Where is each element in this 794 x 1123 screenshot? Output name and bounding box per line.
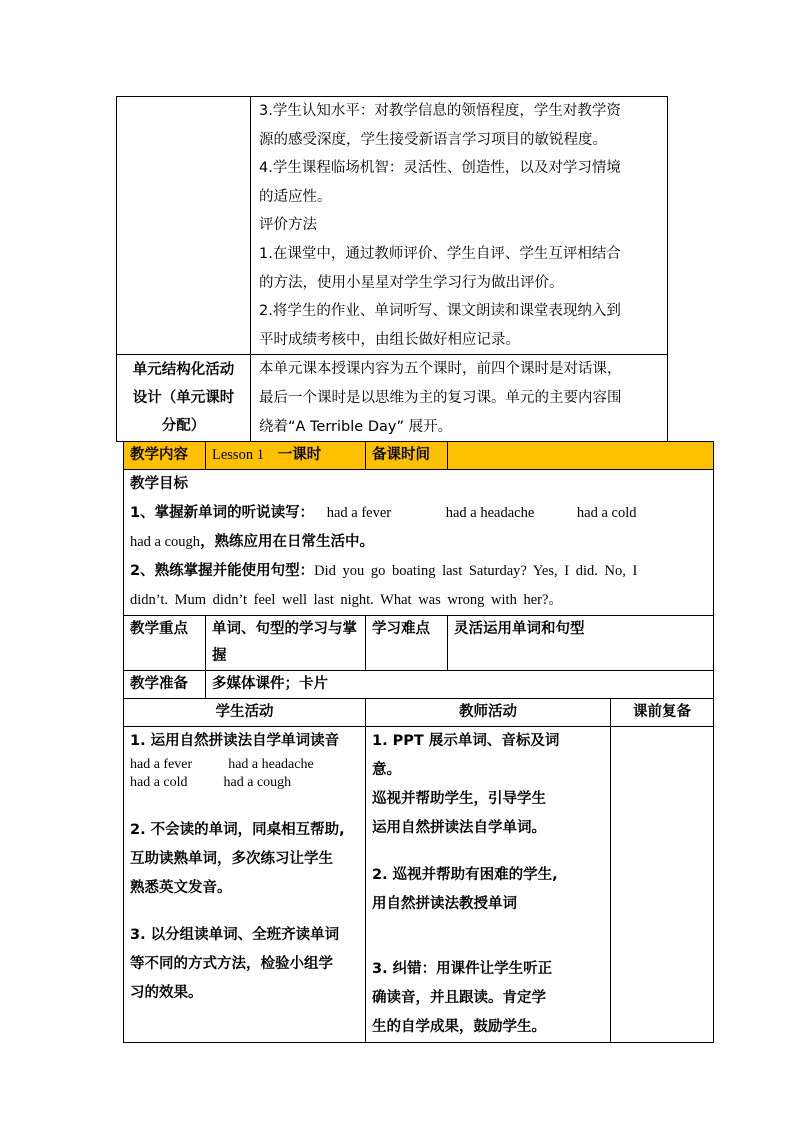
goal-2 [130, 557, 707, 586]
evaluation-line: 源的感受深度，学生接受新语言学习项目的敏锐程度。 [259, 131, 607, 148]
teacher-step-2-line: 用自然拼读法教授单词 [372, 896, 518, 912]
student-step-3-line: 习的效果。 [130, 985, 203, 1001]
difficulty-label: 学习难点 [366, 616, 448, 671]
teacher-step-1-line: 意。 [372, 762, 402, 778]
teacher-step-3-line: 确读音，并且跟读。肯定学 [372, 990, 547, 1006]
col-teacher-header: 教师活动 [366, 699, 611, 727]
unit-design-label [117, 355, 251, 442]
key-value: 单词、句型的学习与掌握 [206, 616, 366, 671]
key-label: 教学重点 [124, 616, 206, 671]
col-student-header: 学生活动 [124, 699, 366, 727]
student-step-1: 1. 运用自然拼读法自学单词读音 [130, 733, 340, 749]
teacher-step-3: 3. 纠错：用课件让学生听正 [372, 961, 553, 977]
unit-design-line: 本单元课本授课内容为五个课时，前四个课时是对话课， [259, 361, 622, 378]
evaluation-line: 2.将学生的作业、单词听写、课文朗读和课堂表现纳入到 [259, 303, 621, 320]
lesson-name-cell [206, 442, 366, 470]
unit-design-label-line: 单元结构化活动 [132, 362, 235, 379]
evaluation-cell [251, 97, 668, 355]
unit-design-cell [251, 355, 668, 442]
evaluation-line: 的适应性。 [259, 188, 332, 205]
goals-cell [124, 470, 714, 616]
lesson-table [123, 441, 714, 1043]
unit-design-line: 最后一个课时是以思维为主的复习课。单元的主要内容围 [259, 389, 622, 406]
teacher-step-1-line: 运用自然拼读法自学单词。 [372, 820, 547, 836]
teacher-step-1: 1. PPT 展示单词、音标及词 [372, 733, 560, 749]
evaluation-line: 3.学生认知水平：对教学信息的领悟程度，学生对教学资 [259, 103, 621, 119]
student-step-2-line: 互助读熟单词，多次练习让学生 [130, 851, 333, 867]
goal-word: had a headache [445, 505, 535, 521]
unit-design-label-line: 设计（单元课时 [132, 390, 235, 407]
prep-time-value [448, 442, 714, 470]
content-label: 教学内容 [124, 442, 206, 470]
teacher-step-2: 2. 巡视并帮助有困难的学生, [372, 867, 558, 883]
goal-word: had a cold [576, 505, 637, 521]
student-step-3-line: 等不同的方式方法，检验小组学 [130, 956, 333, 972]
evaluation-label-cell [117, 97, 251, 355]
teacher-step-3-line: 生的自学成果，鼓励学生。 [372, 1019, 547, 1035]
word-item: had a cold [130, 775, 188, 790]
goal-1-cont [130, 528, 707, 557]
teacher-activities [366, 727, 611, 1043]
lesson-unit: 一课时 [277, 447, 322, 463]
unit-design-label-line: 分配） [161, 418, 206, 435]
evaluation-table [116, 96, 668, 442]
goal-2-end: 。 [548, 592, 563, 608]
notes-cell [611, 727, 714, 1043]
difficulty-value: 灵活运用单词和句型 [448, 616, 714, 671]
student-word-list [130, 756, 359, 792]
evaluation-line: 1.在课堂中，通过教师评价、学生自评、学生互评相结合 [259, 245, 621, 262]
goal-1 [130, 499, 707, 528]
student-activities [124, 727, 366, 1043]
teacher-step-1-line: 巡视并帮助学生，引导学生 [372, 791, 547, 807]
evaluation-line: 平时成绩考核中，由组长做好相应记录。 [259, 331, 520, 348]
goal-2-sentence: Did you go boating last Saturday? Yes, I did. No, I [314, 563, 638, 579]
word-item: had a headache [228, 757, 314, 772]
goal-2-prefix: 2、熟练掌握并能使用句型： [130, 563, 315, 579]
goal-word: had a fever [326, 505, 392, 521]
goal-1-prefix: 1、掌握新单词的听说读写： [130, 505, 315, 521]
goal-2-cont [130, 586, 707, 615]
student-step-2: 2. 不会读的单词，同桌相互帮助, [130, 822, 345, 838]
evaluation-line: 4.学生课程临场机智：灵活性、创造性，以及对学习情境 [259, 160, 621, 177]
col-notes-header: 课前复备 [611, 699, 714, 727]
prep-value: 多媒体课件；卡片 [206, 671, 714, 699]
prep-time-label: 备课时间 [366, 442, 448, 470]
prep-label: 教学准备 [124, 671, 206, 699]
student-step-2-line: 熟悉英文发音。 [130, 880, 232, 896]
goal-word: had a cough [130, 534, 201, 550]
evaluation-line: 的方法，使用小星星对学生学习行为做出评价。 [259, 274, 564, 291]
goal-1-suffix: ，熟练应用在日常生活中。 [200, 534, 375, 550]
goals-title: 教学目标 [130, 476, 188, 492]
student-step-3: 3. 以分组读单词、全班齐读单词 [130, 927, 340, 943]
unit-design-line: 绕着“A Terrible Day” 展开。 [259, 418, 453, 435]
lesson-name: Lesson 1 [212, 447, 264, 463]
goal-2-sentence: didn’t. Mum didn’t feel well last night. What was wrong with her? [130, 592, 549, 608]
word-item: had a cough [223, 775, 292, 790]
word-item: had a fever [130, 757, 193, 772]
evaluation-method-heading: 评价方法 [259, 217, 317, 234]
